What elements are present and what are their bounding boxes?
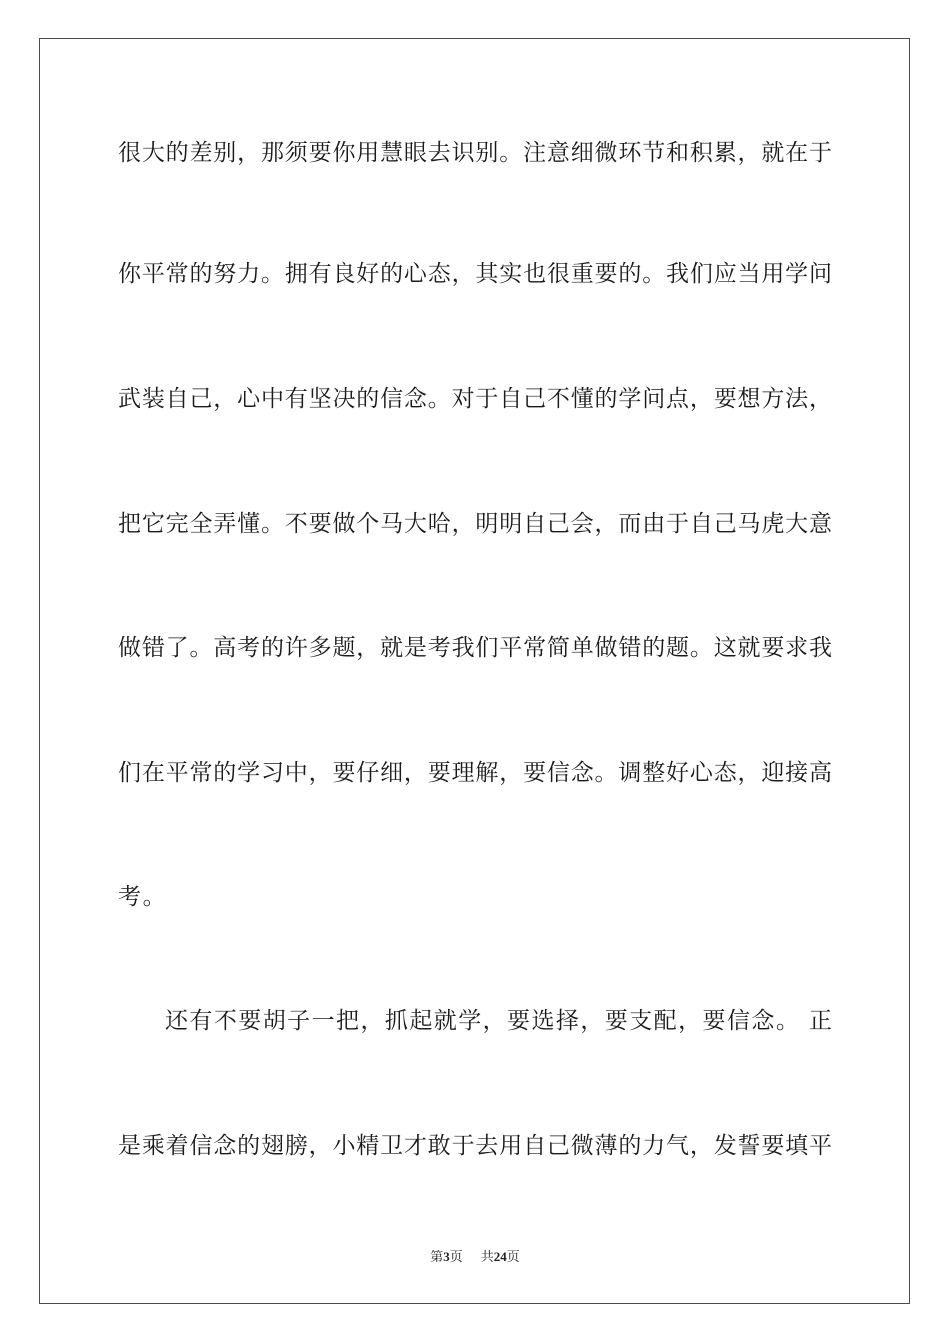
body-text-line: 武装自己，心中有坚决的信念。对于自己不懂的学问点，要想方法，	[118, 386, 832, 412]
body-text-line: 做错了。高考的许多题，就是考我们平常简单做错的题。这就要求我	[118, 635, 832, 661]
page-footer	[0, 1248, 950, 1267]
total-pages-number: 24	[493, 1249, 507, 1264]
body-text-line: 考。	[118, 884, 168, 910]
page-label-suffix: 页	[449, 1250, 463, 1265]
body-text-line: 把它完全弄懂。不要做个马大哈，明明自己会，而由于自己马虎大意	[118, 511, 832, 537]
page-label-prefix: 第	[430, 1250, 444, 1265]
page-border	[39, 38, 910, 1304]
total-label-suffix: 页	[506, 1250, 520, 1265]
current-page-number: 3	[443, 1249, 450, 1264]
body-text-line: 们在平常的学习中，要仔细，要理解，要信念。调整好心态，迎接高	[118, 760, 832, 786]
body-text-line: 很大的差别，那须要你用慧眼去识别。注意细微环节和积累，就在于	[118, 140, 832, 166]
total-label-prefix: 共	[480, 1250, 494, 1265]
body-text-line: 是乘着信念的翅膀，小精卫才敢于去用自己微薄的力气，发誓要填平	[118, 1133, 832, 1159]
body-text-line: 你平常的努力。拥有良好的心态，其实也很重要的。我们应当用学问	[118, 261, 832, 287]
paragraph-first-line: 还有不要胡子一把，抓起就学，要选择，要支配，要信念。 正	[165, 1008, 832, 1034]
